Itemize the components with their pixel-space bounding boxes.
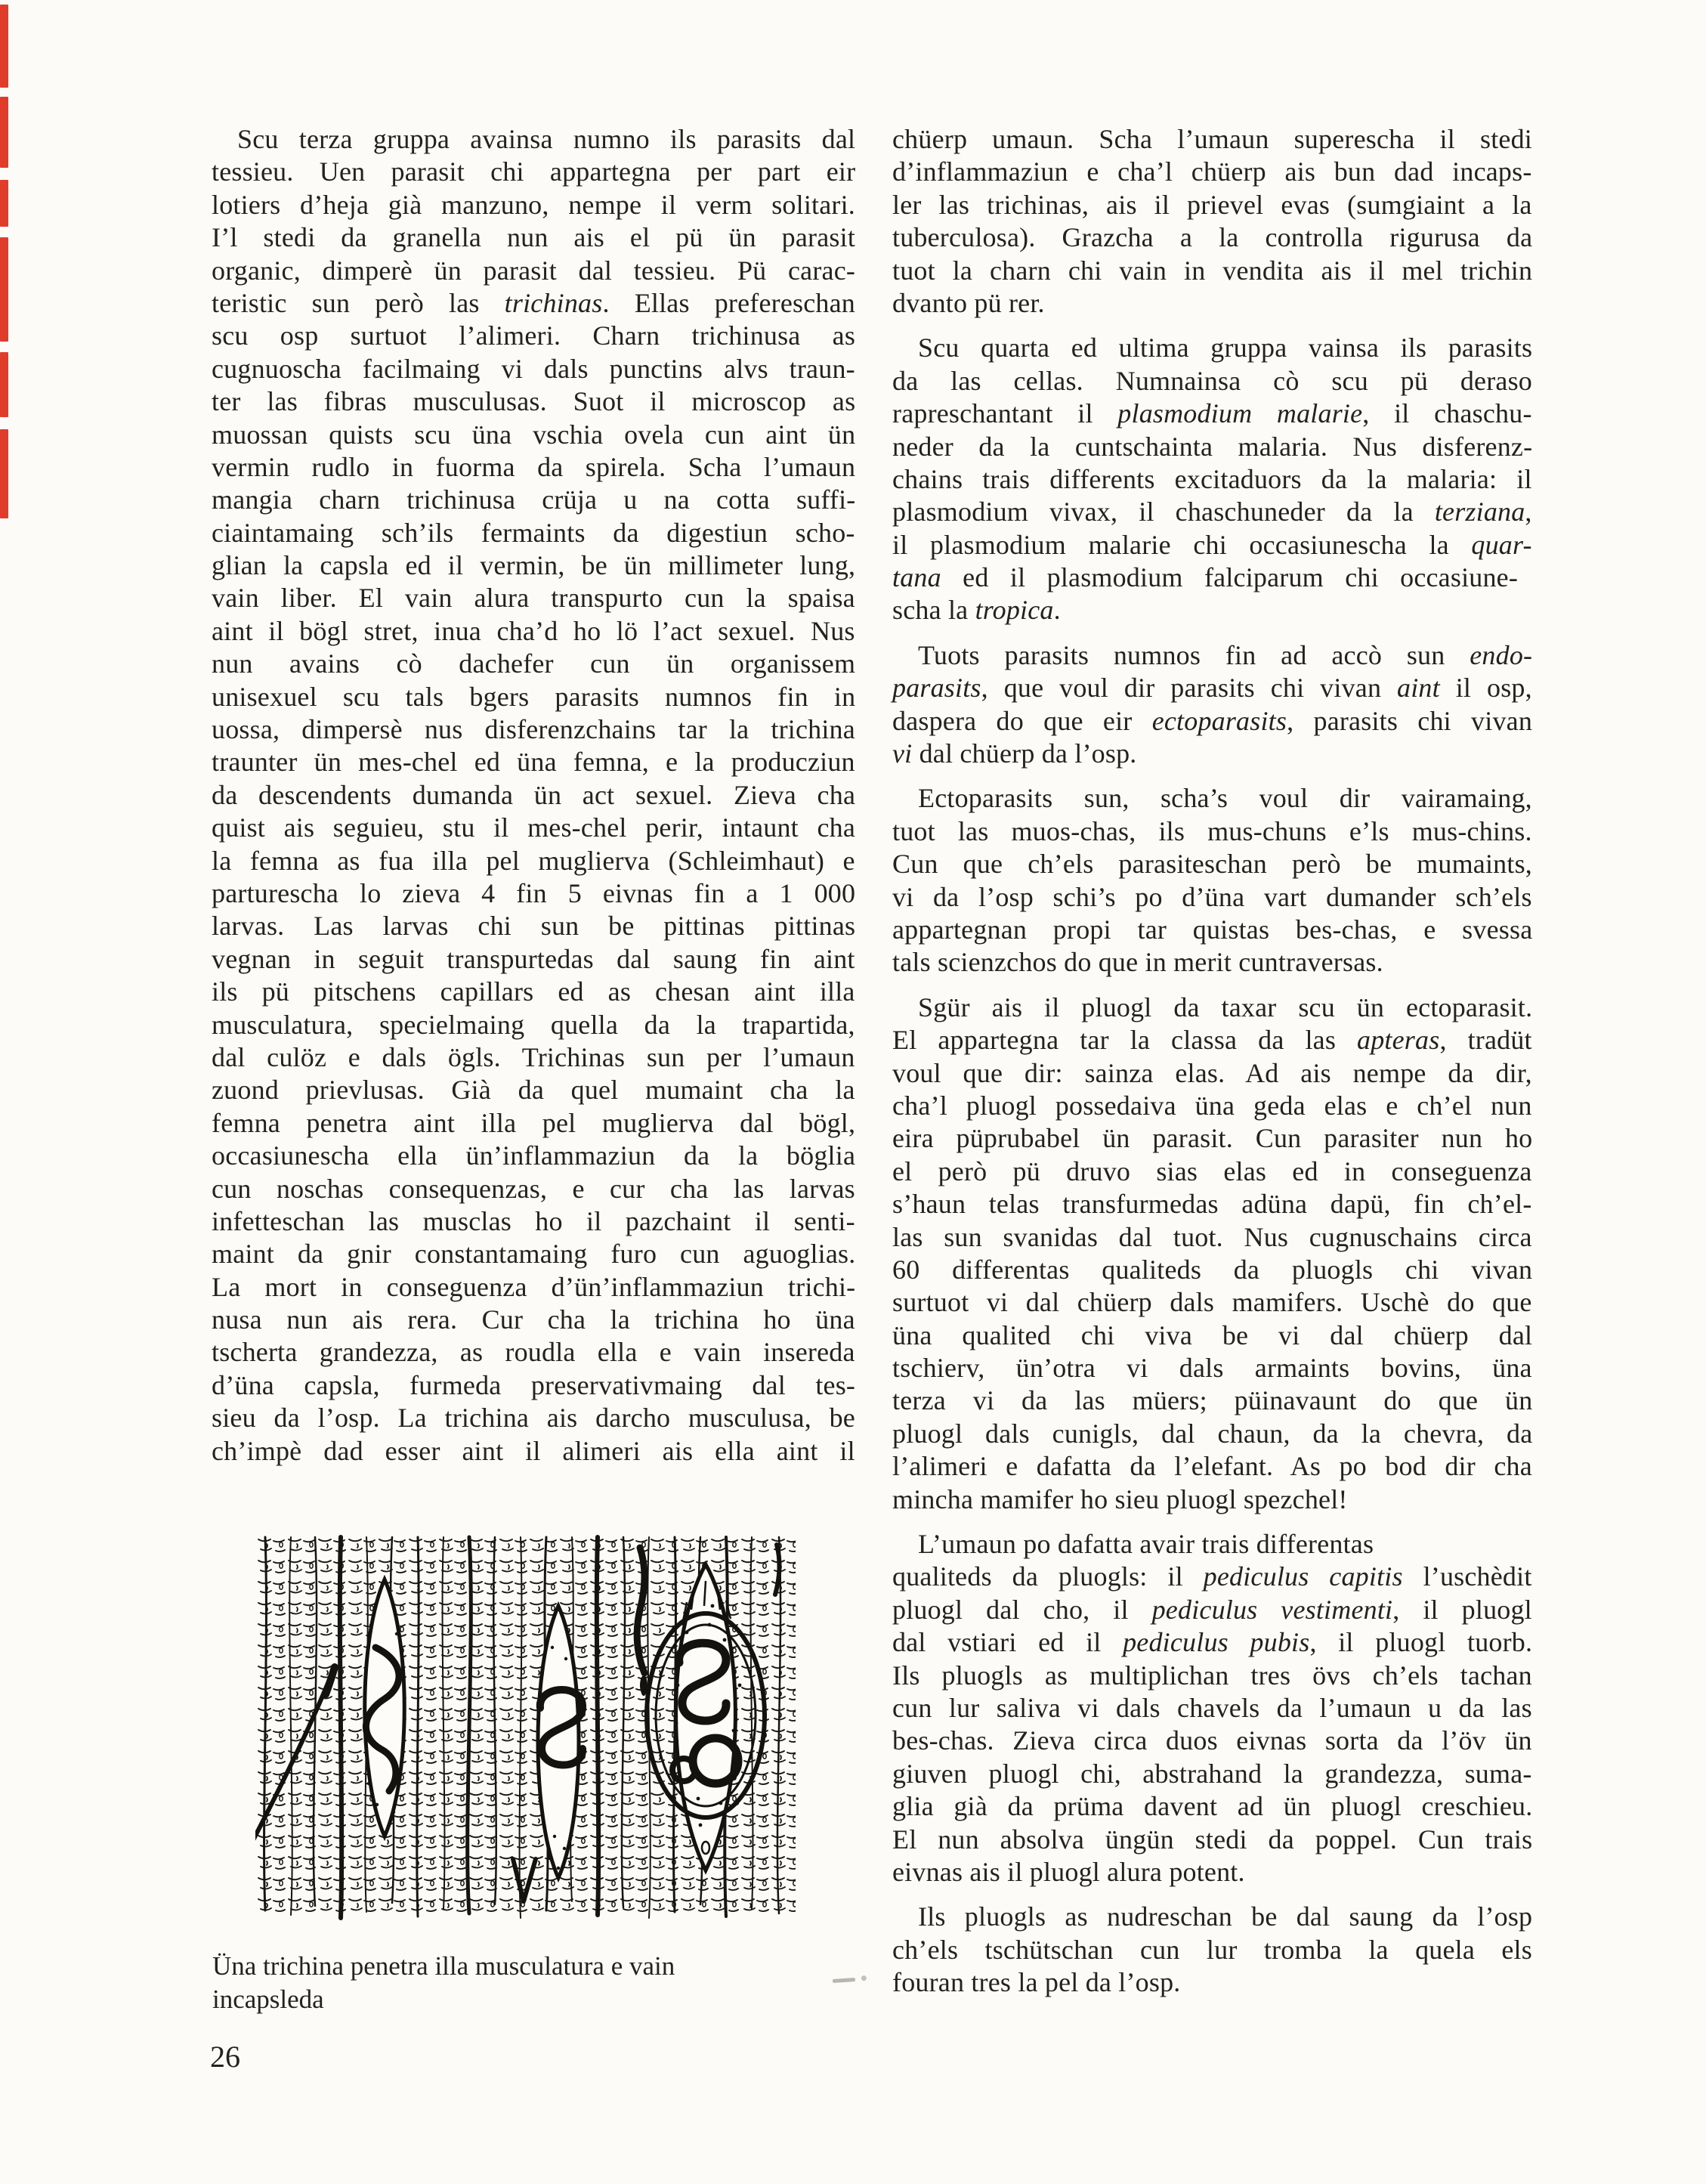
text-line: vermin rudlo in fuorma da spirela. Scha l’umaun <box>212 451 856 482</box>
text-line: organic, dimperè ün parasit dal tessieu. Pü carac- <box>212 255 856 286</box>
text-line: infetteschan las musclas ho il pazchaint il senti- <box>212 1205 855 1236</box>
paragraph <box>892 1901 1532 1999</box>
text-line: d’inflammaziun e cha’l chüerp ais bun dad incaps- <box>892 156 1532 187</box>
text-line: appartegnan propi tar quistas bes-chas, e svessa <box>892 914 1533 945</box>
left-text-column <box>212 123 855 1468</box>
text-line: eivnas ais il pluogl alura potent. <box>892 1856 1245 1887</box>
text-line: aint il bögl stret, inua cha’d ho lö l’act sexuel. Nus <box>212 615 855 646</box>
text-line: ciaintamaing sch’ils fermaints da digestiun scho- <box>212 517 855 548</box>
text-line: ils pü pitschens capillars ed as chesan aint illa <box>212 976 855 1007</box>
text-line: teristic sun però las trichinas. Ellas prefereschan <box>212 287 855 318</box>
text-line: El appartegna tar la classa da las apteras, tradüt <box>892 1025 1532 1056</box>
scan-edge-artifacts <box>0 0 11 574</box>
text-line: rapreschantant il plasmodium malarie, il chaschu- <box>892 398 1532 429</box>
text-line: cun noschas consequenzas, e cur cha las larvas <box>212 1173 855 1204</box>
text-line: quist ais seguieu, stu il mes-chel perir, intaunt cha <box>212 812 856 843</box>
text-line: nun avains cò dachefer cun ün organissem <box>212 648 856 679</box>
text-line: il plasmodium malarie chi occasiunescha la quar- <box>892 529 1532 560</box>
text-line: tuberculosa). Grazcha a la controlla rigurusa da <box>892 222 1533 253</box>
text-line: I’l stedi da granella nun ais el pü ün parasit <box>212 222 856 253</box>
text-line: da descendents dumanda ün act sexuel. Zieva cha <box>212 779 856 810</box>
text-line: ch’impè dad esser aint il alimeri ais ella aint il <box>212 1435 855 1466</box>
text-line: tals scienzchos do que in merit cuntraversas. <box>892 947 1383 978</box>
text-line: L’umaun po dafatta avair trais differentas <box>918 1529 1374 1560</box>
text-line: dvanto pü rer. <box>892 287 1045 318</box>
text-line: dal culöz e dals ögls. Trichinas sun per l’umaun <box>212 1041 855 1072</box>
text-line: parturescha lo zieva 4 fin 5 eivnas fin a 1 000 <box>212 877 856 908</box>
red-edge-mark <box>0 5 8 88</box>
page-number: 26 <box>210 2040 240 2074</box>
red-edge-mark <box>0 180 8 227</box>
paragraph <box>212 123 855 1468</box>
text-line: bes-chas. Zieva circa duos eivnas sorta da l’öv ün <box>892 1725 1532 1756</box>
text-line: Scu terza gruppa avainsa numno ils parasits dal <box>237 124 856 154</box>
text-line: unisexuel scu tals bgers parasits numnos fin in <box>212 681 856 712</box>
text-line: dal vstiari ed il pediculus pubis, il pluogl tuorb. <box>892 1627 1533 1658</box>
text-line: chüerp umaun. Scha l’umaun superescha il stedi <box>892 124 1532 154</box>
text-line: chains trais differents excitaduors da la malaria: il <box>892 463 1532 494</box>
right-text-column <box>892 123 1532 1999</box>
text-line: voul que dir: sainza elas. Ad ais nempe da dir, <box>892 1057 1532 1088</box>
text-line: glia già da prüma davent ad ün pluogl creschieu. <box>892 1791 1533 1822</box>
text-line: d’üna capsla, furmeda preservativmaing dal tes- <box>212 1369 856 1400</box>
text-line: vi dal chüerp da l’osp. <box>892 738 1137 769</box>
text-line: üna qualited chi viva be vi dal chüerp dal <box>892 1319 1533 1350</box>
trichina-illustration <box>255 1534 801 1924</box>
text-line: vain liber. El vain alura transpurto cun la spaisa <box>212 583 855 614</box>
text-line: vi da l’osp schi’s po d’üna vart dumander sch’els <box>892 881 1532 912</box>
text-line: occasiunescha ella ün’inflammaziun da la böglia <box>212 1140 856 1171</box>
text-line: Cun que ch’els parasiteschan però be mumaints, <box>892 849 1532 880</box>
text-line: Scu quarta ed ultima gruppa vainsa ils parasits <box>918 333 1533 363</box>
text-line: ler las trichinas, ais il prievel evas (sumgiaint a la <box>892 189 1532 220</box>
text-line: mincha mamifer ho sieu pluogl spezchel! <box>892 1483 1348 1514</box>
red-edge-mark <box>0 97 8 168</box>
text-line: nusa nun ais rera. Cur cha la trichina ho üna <box>212 1304 855 1335</box>
red-edge-mark <box>0 237 8 342</box>
paragraph <box>892 991 1532 1516</box>
text-line: ter las fibras musculusas. Suot il microscop as <box>212 386 856 417</box>
text-line: plasmodium vivax, il chaschuneder da la terziana, <box>892 497 1532 527</box>
text-line: Ectoparasits sun, scha’s voul dir vairamaing, <box>918 783 1532 814</box>
text-line: cha’l pluogl possedaiva üna geda elas e ch’el nun <box>892 1090 1532 1121</box>
text-line: pluogl dals cunigls, dal chaun, da la chevra, da <box>892 1418 1533 1449</box>
text-line: femna penetra aint illa pel muglierva dal bögl, <box>212 1107 856 1138</box>
text-line: s’haun telas transfurmedas adüna dapü, fin ch’el- <box>892 1189 1532 1220</box>
text-line: giuven pluogl chi, abstrahand la grandezza, suma- <box>892 1758 1532 1789</box>
text-line: uossa, dimpersè nus disferenzchains tar la trichina <box>212 714 855 745</box>
text-line: zuond prievlusas. Già da quel mumaint cha la <box>212 1075 855 1106</box>
text-line: l’alimeri e dafatta da l’elefant. As po bod dir cha <box>892 1451 1532 1482</box>
text-line: las sun svanidas dal tuot. Nus cugnuschains circa <box>892 1221 1532 1252</box>
red-edge-mark <box>0 352 8 417</box>
text-line: la femna as fua illa pel muglierva (Schleimhaut) e <box>212 845 855 876</box>
figure-caption-line: incapsleda <box>212 1984 324 2014</box>
text-line: larvas. Las larvas chi sun be pittinas pittinas <box>212 911 856 942</box>
text-line: tuot las muos-chas, ils mus-chuns e’ls mus-chins. <box>892 815 1532 846</box>
text-line: eira püprubabel ün parasit. Cun parasiter nun ho <box>892 1123 1533 1154</box>
text-line: tessieu. Uen parasit chi appartegna per part eir <box>212 156 856 187</box>
text-line: tscherta grandezza, as roudla ella e vain insereda <box>212 1337 855 1368</box>
text-line: tschierv, ün’otra vi dals armaints bovins, üna <box>892 1353 1532 1384</box>
text-line: maint da gnir constantamaing furo cun aguoglias. <box>212 1239 856 1270</box>
text-line: traunter ün mes-chel ed üna femna, e la producziun <box>212 747 855 778</box>
text-line: 60 differentas qualiteds da pluogls chi vivan <box>892 1254 1533 1285</box>
figure-caption <box>212 1950 862 2016</box>
text-line: mangia charn trichinusa crüja u na cotta suffi- <box>212 484 856 515</box>
text-line: ch’els tschütschan cun lur tromba la quela els <box>892 1934 1532 1965</box>
text-line: La mort in conseguenza d’ün’inflammaziun trichi- <box>212 1271 856 1302</box>
text-line: glian la capsla ed il vermin, be ün millimeter lung, <box>212 550 856 581</box>
paragraph <box>892 123 1532 320</box>
text-line: muossan quists scu üna vschia ovela cun aint ün <box>212 419 856 450</box>
paragraph <box>892 1528 1532 1889</box>
text-line: neder da la cuntschainta malaria. Nus disferenz- <box>892 431 1533 462</box>
text-line: El nun absolva üngün stedi da poppel. Cun trais <box>892 1824 1533 1855</box>
text-line: terza vi da las müers; püinavaunt do que ün <box>892 1385 1533 1416</box>
paragraph <box>892 639 1532 771</box>
text-line: daspera do que eir ectoparasits, parasits chi vivan <box>892 705 1533 736</box>
text-line: vegnan in seguit transpurtedas dal saung fin aint <box>212 943 855 974</box>
text-line: surtuot vi dal chüerp dals mamifers. Uschè do que <box>892 1287 1532 1318</box>
text-line: pluogl dal cho, il pediculus vestimenti, il pluogl <box>892 1594 1532 1625</box>
text-line: Sgür ais il pluogl da taxar scu ün ectoparasit. <box>918 991 1533 1022</box>
text-line: parasits, que voul dir parasits chi vivan aint il osp, <box>892 673 1532 704</box>
text-line: qualiteds da pluogls: il pediculus capitis l’uschèdit <box>892 1561 1532 1592</box>
text-line: Ils pluogls as nudreschan be dal saung da l’osp <box>918 1901 1533 1932</box>
text-line: Ils pluogls as multiplichan tres övs ch’els tachan <box>892 1660 1532 1691</box>
text-line: tuot la charn chi vain in vendita ais il mel trichin <box>892 255 1533 286</box>
text-line: fouran tres la pel da l’osp. <box>892 1967 1181 1998</box>
red-edge-mark <box>0 429 8 518</box>
figure-caption-line: Üna trichina penetra illa musculatura e vain <box>212 1951 675 1981</box>
text-line: sieu da l’osp. La trichina ais darcho musculusa, be <box>212 1403 855 1434</box>
text-line: scu osp surtuot l’alimeri. Charn trichinusa as <box>212 320 856 351</box>
text-line: cugnuoscha facilmaing vi dals punctins alvs traun- <box>212 353 855 384</box>
text-line: el però pü druvo sias elas ed in conseguenza <box>892 1155 1532 1186</box>
text-line: scha la tropica. <box>892 595 1061 626</box>
text-line: da las cellas. Numnainsa cò scu pü deraso <box>892 365 1532 396</box>
paragraph <box>892 782 1532 979</box>
text-line: tana ed il plasmodium falciparum chi occasiune- <box>892 562 1519 593</box>
text-line: Tuots parasits numnos fin ad accò sun endo- <box>918 639 1533 670</box>
text-line: cun lur saliva vi dals chavels da l’umaun u da las <box>892 1692 1532 1723</box>
paragraph <box>892 332 1532 627</box>
text-line: lotiers d’heja già manzuno, nempe il verm solitari. <box>212 189 855 220</box>
text-line: musculatura, specielmaing quella da la trapartida, <box>212 1009 855 1040</box>
